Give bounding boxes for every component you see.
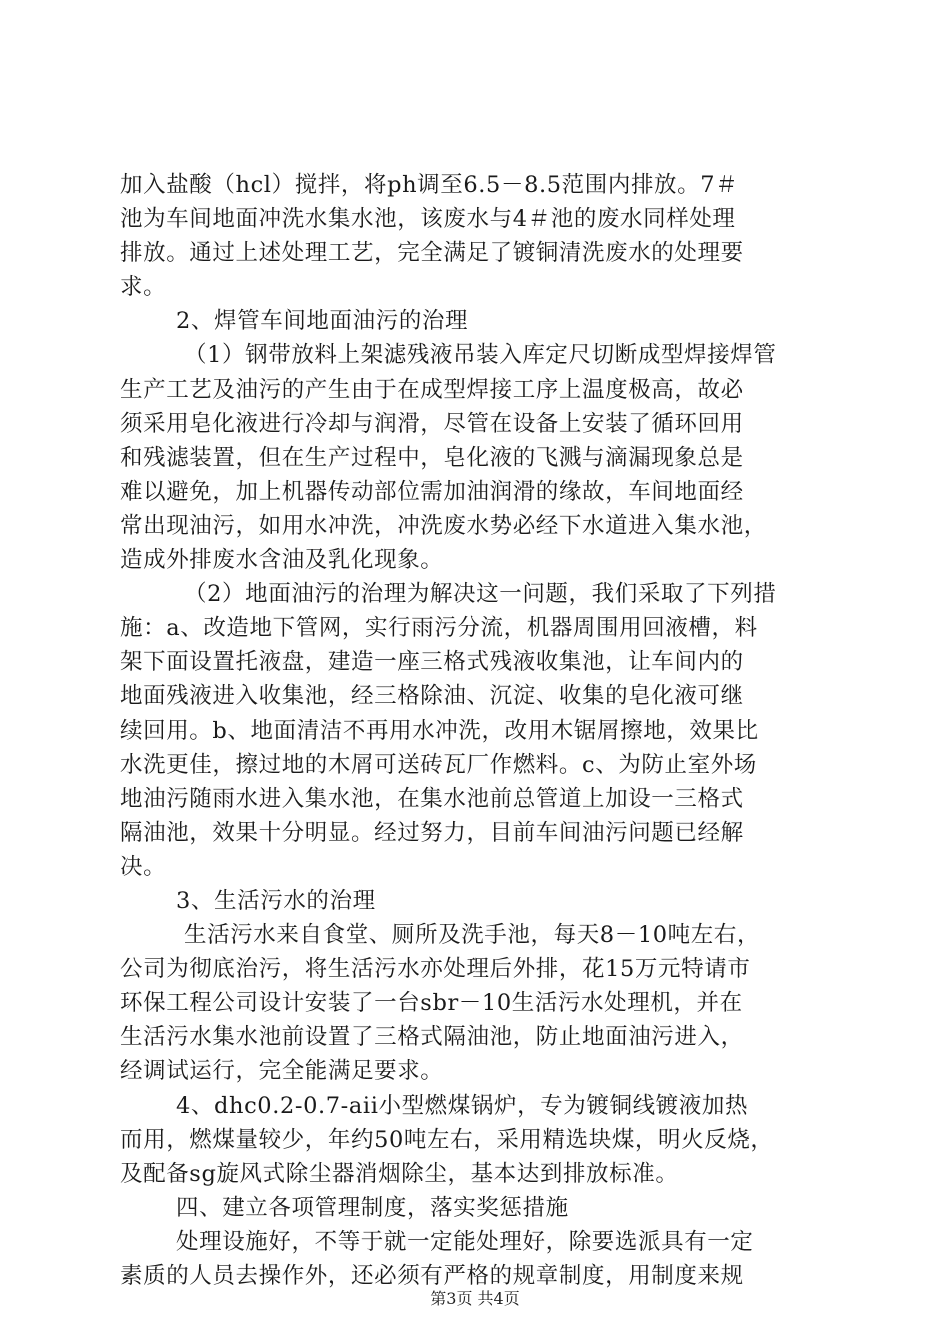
section-heading: 四、建立各项管理制度，落实奖惩措施 [176, 1194, 569, 1221]
text-line: 施：a、改造地下管网，实行雨污分流，机器周围用回液槽，料 [120, 615, 758, 642]
text-line: 隔油池，效果十分明显。经过努力，目前车间油污问题已经解 [120, 819, 744, 846]
text-line: 须采用皂化液进行冷却与润滑，尽管在设备上安装了循环回用 [120, 410, 744, 437]
text-line: 公司为彻底治污，将生活污水亦处理后外排，花15万元特请市 [120, 956, 751, 983]
text-line: 素质的人员去操作外，还必须有严格的规章制度，用制度来规 [120, 1263, 744, 1289]
text-line: 加入盐酸（hcl）搅拌，将ph调至6.5－8.5范围内排放。7＃ [120, 172, 739, 198]
text-line: 常出现油污，如用水冲洗，冲洗废水势必经下水道进入集水池， [120, 512, 767, 539]
page-footer: 第3页 共4页 [430, 1289, 520, 1308]
text-line: 生活污水集水池前设置了三格式隔油池，防止地面油污进入， [120, 1024, 744, 1051]
text-line: （2）地面油污的治理为解决这一问题，我们采取了下列措 [184, 581, 777, 608]
text-line: 池为车间地面冲洗水集水池，该废水与4＃池的废水同样处理 [120, 206, 736, 233]
text-line: 地面残液进入收集池，经三格除油、沉淀、收集的皂化液可继 [120, 683, 744, 710]
text-line: 续回用。b、地面清洁不再用水冲洗，改用木锯屑擦地，效果比 [120, 717, 759, 744]
text-line: 水洗更佳，擦过地的木屑可送砖瓦厂作燃料。c、为防止室外场 [120, 751, 757, 778]
text-line: 4、dhc0.2-0.7-aii小型燃煤锅炉，专为镀铜线镀液加热 [176, 1092, 749, 1119]
text-line: 难以避免，加上机器传动部位需加油润滑的缘故，车间地面经 [120, 478, 744, 505]
text-line: 排放。通过上述处理工艺，完全满足了镀铜清洗废水的处理要 [120, 240, 744, 267]
text-line: 地油污随雨水进入集水池，在集水池前总管道上加设一三格式 [120, 785, 744, 812]
text-line: 及配备sg旋风式除尘器消烟除尘，基本达到排放标准。 [120, 1160, 679, 1187]
text-line: 决。 [120, 853, 167, 880]
body-text [120, 168, 840, 1293]
text-line: 造成外排废水含油及乳化现象。 [120, 547, 444, 574]
text-line: 求。 [120, 274, 167, 301]
text-line: （1）钢带放料上架滤残液吊装入库定尺切断成型焊接焊管 [184, 342, 777, 369]
text-line: 和残滤装置，但在生产过程中，皂化液的飞溅与滴漏现象总是 [120, 444, 744, 471]
text-line: 而用，燃煤量较少，年约50吨左右，采用精选块煤，明火反烧， [120, 1126, 774, 1153]
section-heading: 3、生活污水的治理 [176, 887, 376, 914]
text-line: 环保工程公司设计安装了一台sbr－10生活污水处理机，并在 [120, 990, 743, 1017]
text-line: 架下面设置托液盘，建造一座三格式残液收集池，让车间内的 [120, 649, 744, 676]
text-line: 经调试运行，完全能满足要求。 [120, 1058, 444, 1085]
section-heading: 2、焊管车间地面油污的治理 [176, 308, 469, 335]
text-line: 处理设施好，不等于就一定能处理好，除要选派具有一定 [176, 1228, 754, 1255]
text-line: 生产工艺及油污的产生由于在成型焊接工序上温度极高，故必 [120, 376, 744, 403]
text-line: 生活污水来自食堂、厕所及洗手池，每天8－10吨左右， [184, 922, 761, 949]
